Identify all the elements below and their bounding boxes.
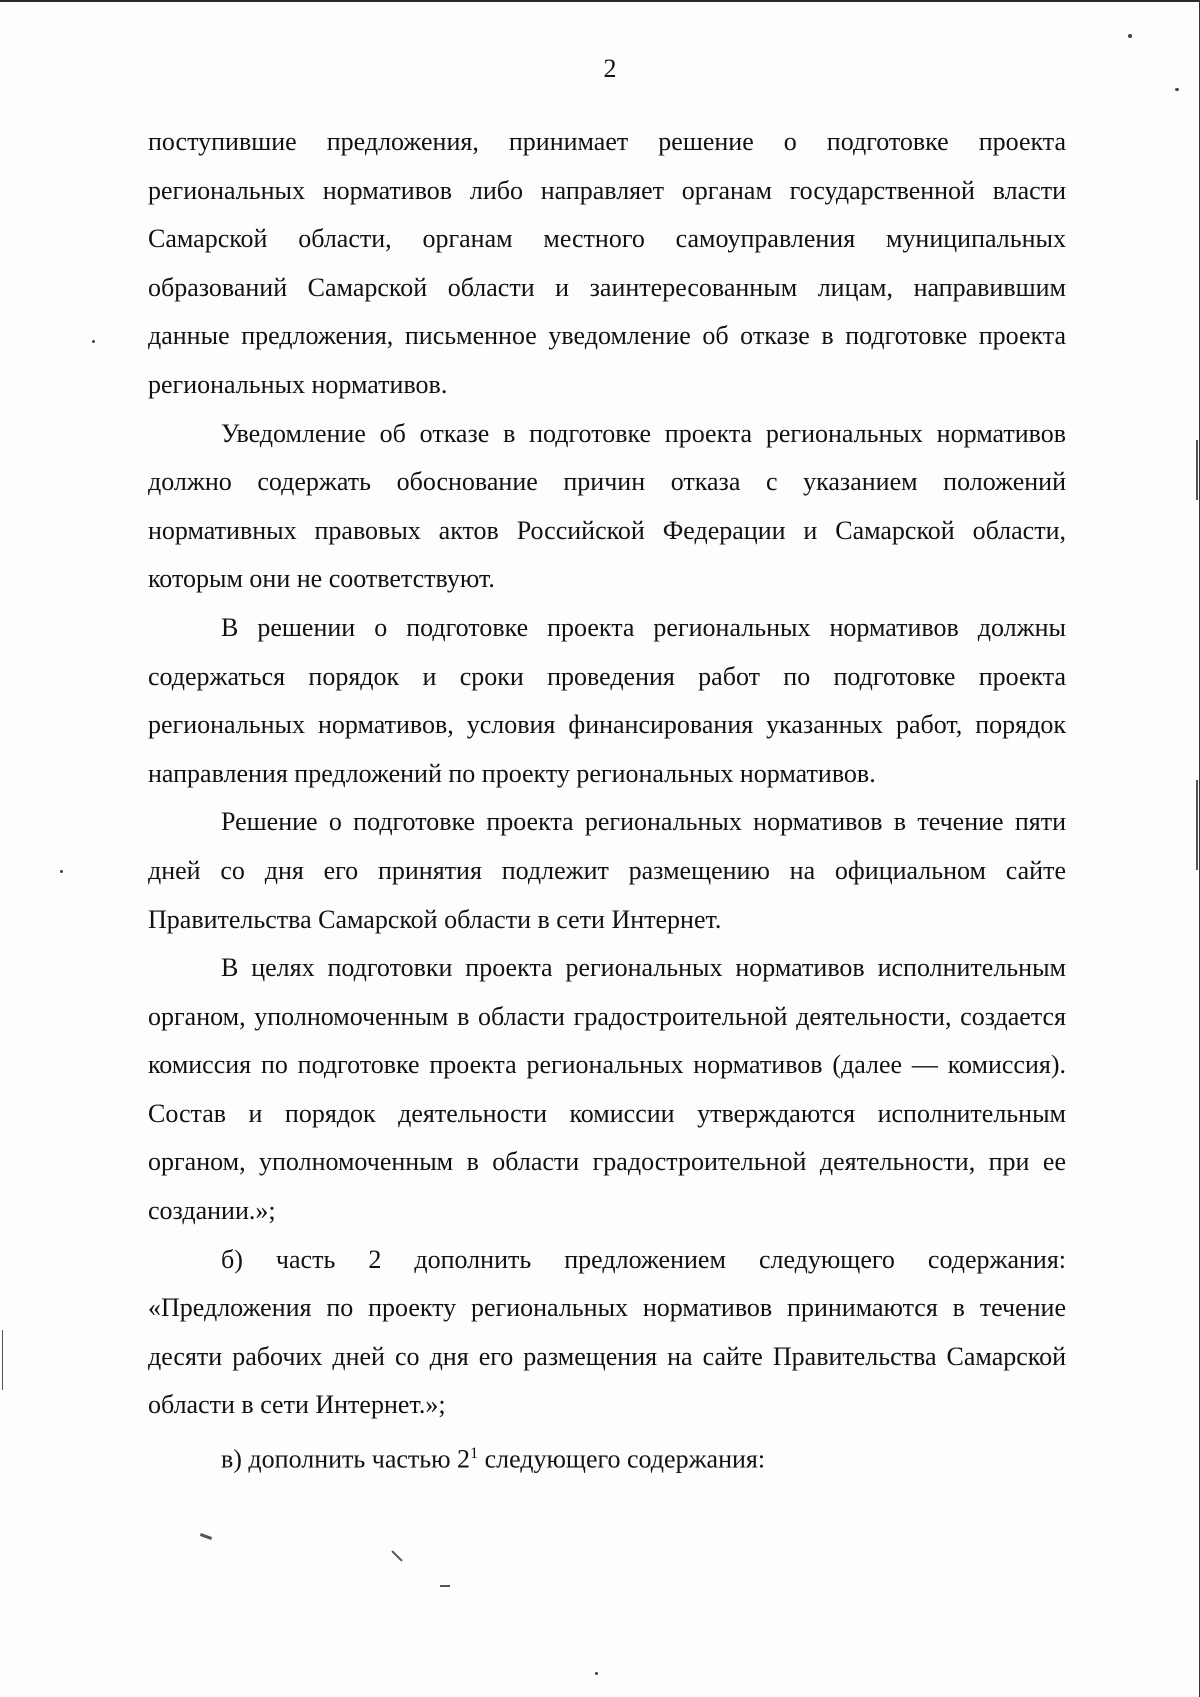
paragraph-2: Уведомление об отказе в подготовке проекта региональных нормативов должно содержать обоснование причин отказа с указанием положений нормативных правовых актов Российской Федерации и Самарской области, которым они не соответствуют. xyxy=(148,418,1066,594)
scan-dash xyxy=(440,1585,450,1587)
page-number: 2 xyxy=(603,54,617,83)
scan-speck xyxy=(92,340,95,343)
paragraph-6: б) часть 2 дополнить предложением следующего содержания: «Предложения по проекту региональных нормативов принимаются в течение десяти рабочих дней со дня его размещения на сайте Правительства Самарской области в сети Интернет.»; xyxy=(148,1244,1066,1420)
paragraph-7-text-before: в) дополнить частью 2 xyxy=(221,1444,471,1474)
paragraph-7-superscript: 1 xyxy=(470,1445,479,1463)
paragraph-7 xyxy=(148,1430,1066,1484)
scan-speck xyxy=(1128,34,1132,38)
scan-dash xyxy=(391,1550,402,1561)
scan-speck xyxy=(1175,88,1179,91)
document-body xyxy=(148,118,1066,1484)
paragraph-3: В решении о подготовке проекта региональных нормативов должны содержаться порядок и сроки проведения работ по подготовке проекта региональных нормативов, условия финансирования указанных работ, порядок направления предложений по проекту региональных нормативов. xyxy=(148,612,1066,788)
scan-top-edge xyxy=(0,0,1200,2)
scan-speck xyxy=(595,1672,598,1675)
scan-speck xyxy=(60,870,63,873)
paragraph-7-text-after: следующего содержания: xyxy=(478,1444,766,1474)
scan-dash xyxy=(1196,440,1198,500)
paragraph-1: поступившие предложения, принимает решение о подготовке проекта региональных нормативов либо направляет органам государственной власти Самарской области, органам местного самоуправления муниципальных образований Самарской области и заинтересованным лицам, направившим данные предложения, письменное уведомление об отказе в подготовке проекта региональных нормативов. xyxy=(148,127,1066,399)
scan-dash xyxy=(200,1533,212,1540)
paragraph-4: Решение о подготовке проекта региональных нормативов в течение пяти дней со дня его принятия подлежит размещению на официальном сайте Правительства Самарской области в сети Интернет. xyxy=(148,807,1066,934)
paragraph-5: В целях подготовки проекта региональных нормативов исполнительным органом, уполномоченным в области градостроительной деятельности, создается комиссия по подготовке проекта региональных нормативов (далее — комиссия). Состав и порядок деятельности комиссии утверждаются исполнительным органом, уполномоченным в области градостроительной деятельности, при ее создании.»; xyxy=(148,953,1066,1226)
scan-dash xyxy=(2,1330,3,1390)
scan-dash xyxy=(1196,780,1198,870)
